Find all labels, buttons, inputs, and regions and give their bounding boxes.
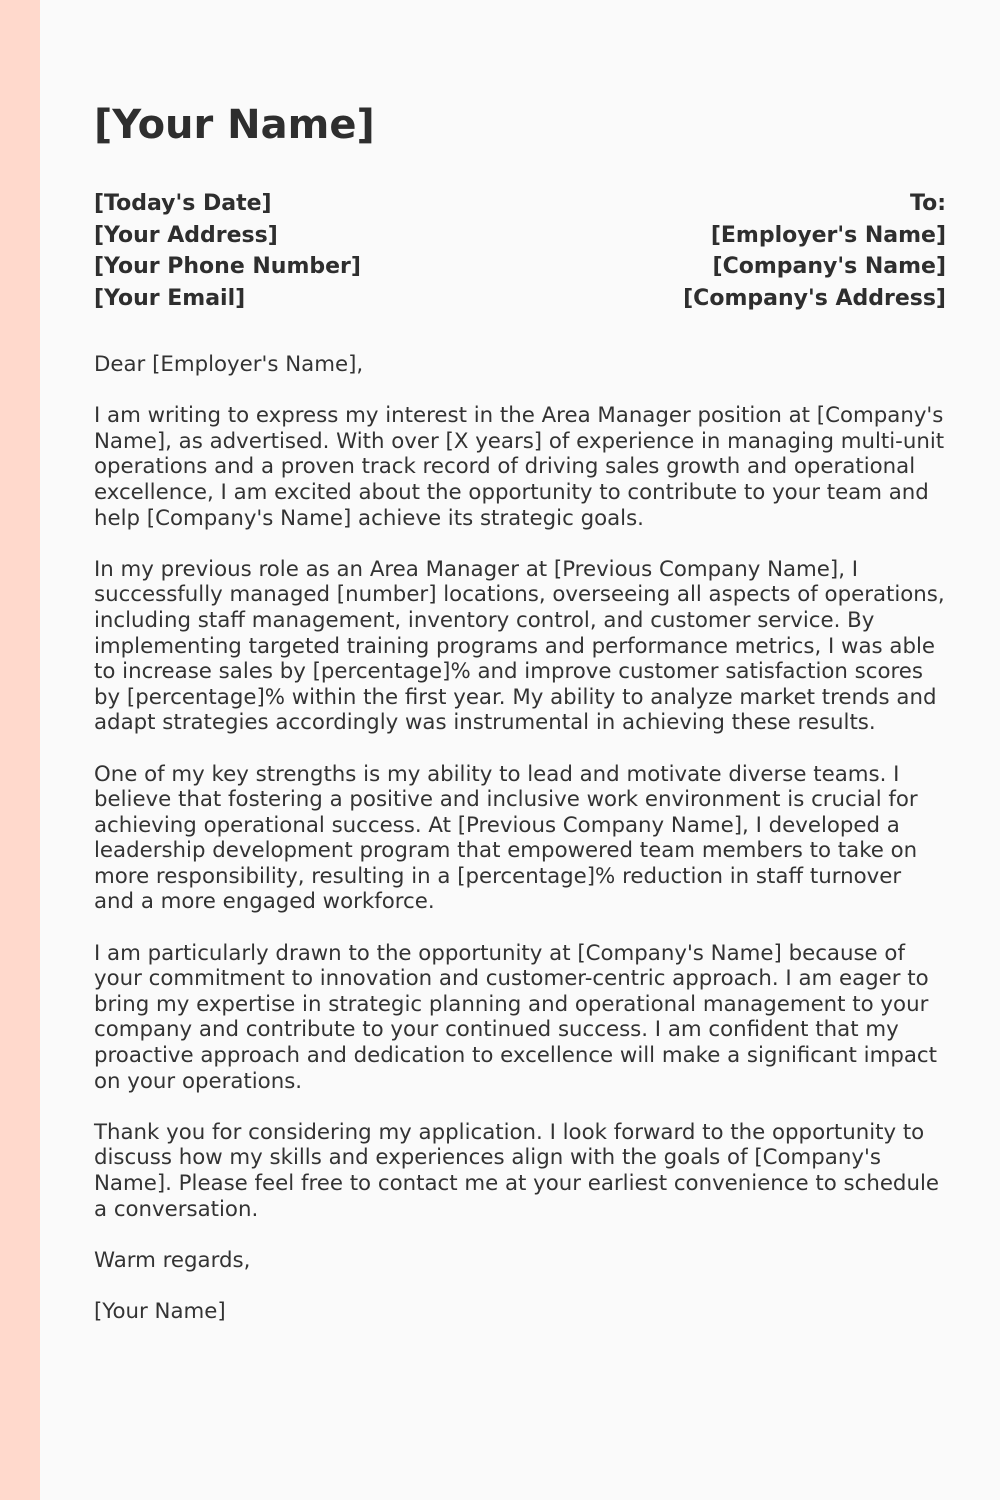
salutation: Dear [Employer's Name], (94, 352, 364, 377)
contact-block (94, 188, 946, 314)
sender-date: [Today's Date] (94, 191, 272, 216)
body-paragraph: I am writing to express my interest in the Area Manager position at [Company's Name], as advertised. With over [X years] of experience in managing multi-unit operations and a proven track record of driving sales growth and operational excellence, I am excited about the opportunity to contribute to your team and help [Company's Name] achieve its strategic goals. (94, 403, 945, 531)
cover-letter (94, 98, 946, 1350)
signature: [Your Name] (94, 1298, 226, 1324)
sender-phone: [Your Phone Number] (94, 254, 361, 279)
recipient-company-name: [Company's Name] (712, 254, 946, 279)
body-paragraph: Thank you for considering my application. I look forward to the opportunity to discuss how my skills and experiences align with the goals of [Company's Name]. Please feel free to contact me at your earliest convenience to schedule a conversation. (94, 1119, 939, 1222)
sender-email: [Your Email] (94, 285, 246, 311)
letter-body (94, 352, 946, 1325)
sender-details (94, 188, 361, 314)
recipient-employer-name: [Employer's Name] (710, 222, 946, 248)
body-paragraph: One of my key strengths is my ability to lead and motivate diverse teams. I believe that fostering a positive and inclusive work environment is crucial for achieving operational success. At [Previous Company Name], I developed a leadership development program that empowered team members to take on more responsibility, resulting in a [percentage]% reduction in staff turnover and a more engaged workforce. (94, 761, 918, 915)
applicant-name-heading: [Your Name] (94, 102, 375, 148)
recipient-company-address: [Company's Address] (683, 285, 946, 311)
body-paragraph: I am particularly drawn to the opportunity at [Company's Name] because of your commitment to innovation and customer-centric approach. I am eager to bring my expertise in strategic planning and operational management to your company and contribute to your continued success. I am confident that my proactive approach and dedication to excellence will make a significant impact on your operations. (94, 940, 937, 1094)
sender-address: [Your Address] (94, 222, 278, 248)
body-paragraph: In my previous role as an Area Manager at [Previous Company Name], I successfully managed [number] locations, overseeing all aspects of operations, including staff management, inventory control, and customer service. By implementing targeted training programs and performance metrics, I was able to increase sales by [percentage]% and improve customer satisfaction scores by [percentage]% within the first year. My ability to analyze market trends and adapt strategies accordingly was instrumental in achieving these results. (94, 556, 945, 736)
recipient-to-label: To: (910, 191, 946, 216)
accent-side-bar (0, 0, 40, 1500)
recipient-details (683, 188, 946, 314)
closing: Warm regards, (94, 1247, 251, 1273)
